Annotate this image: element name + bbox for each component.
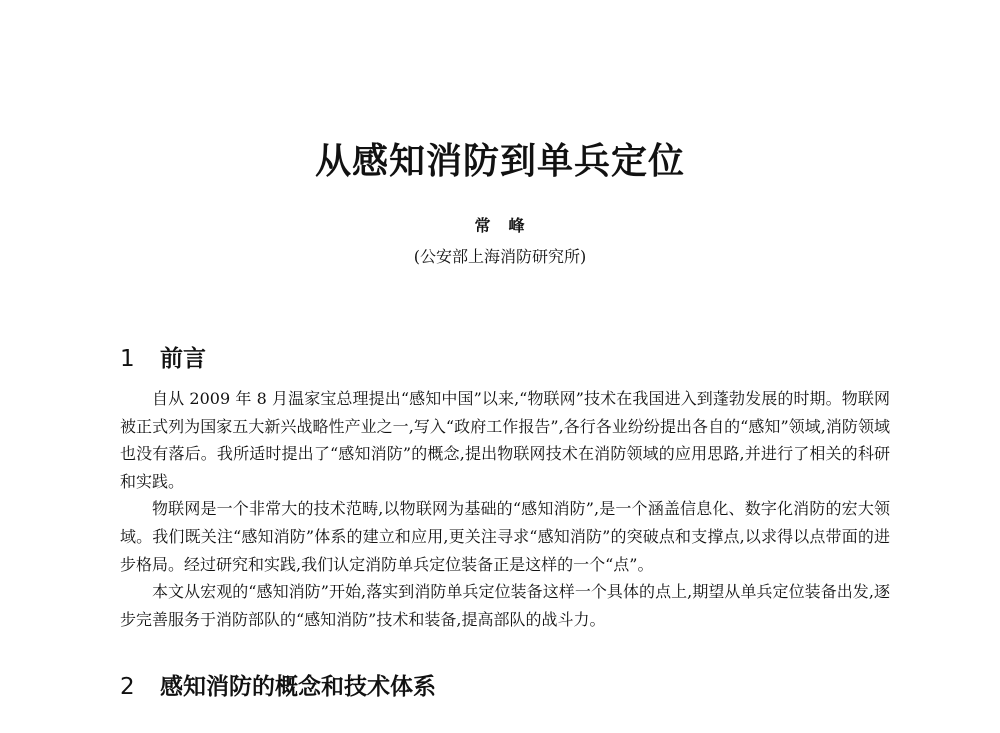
section-1-body [120, 385, 890, 633]
author-name: 常 峰 [474, 216, 526, 235]
section-heading-1 [120, 340, 206, 373]
section-heading-2 [120, 668, 436, 701]
paragraph: 物联网是一个非常大的技术范畴,以物联网为基础的“感知消防”,是一个涵盖信息化、数字化消防的宏大领域。我们既关注“感知消防”体系的建立和应用,更关注寻求“感知消防”的突破点和支撑点,以求得以点带面的进步格局。经过研究和实践,我们认定消防单兵定位装备正是这样的一个“点”。 [120, 499, 890, 574]
section-number: 2 [120, 674, 135, 700]
paragraph: 本文从宏观的“感知消防”开始,落实到消防单兵定位装备这样一个具体的点上,期望从单兵定位装备出发,逐步完善服务于消防部队的“感知消防”技术和装备,提高部队的战斗力。 [120, 582, 890, 629]
section-number: 1 [120, 346, 135, 372]
section-title: 前言 [160, 346, 206, 372]
paper-title: 从感知消防到单兵定位 [314, 140, 685, 182]
section-title: 感知消防的概念和技术体系 [160, 674, 436, 700]
author-affiliation: (公安部上海消防研究所) [413, 247, 587, 266]
paragraph: 自从 2009 年 8 月温家宝总理提出“感知中国”以来,“物联网”技术在我国进入到蓬勃发展的时期。物联网被正式列为国家五大新兴战略性产业之一,写入“政府工作报告”,各行各业纷纷提出各自的“感知”领域,消防领域也没有落后。我所适时提出了“感知消防”的概念,提出物联网技术在消防领域的应用思路,并进行了相关的科研和实践。 [120, 389, 890, 491]
